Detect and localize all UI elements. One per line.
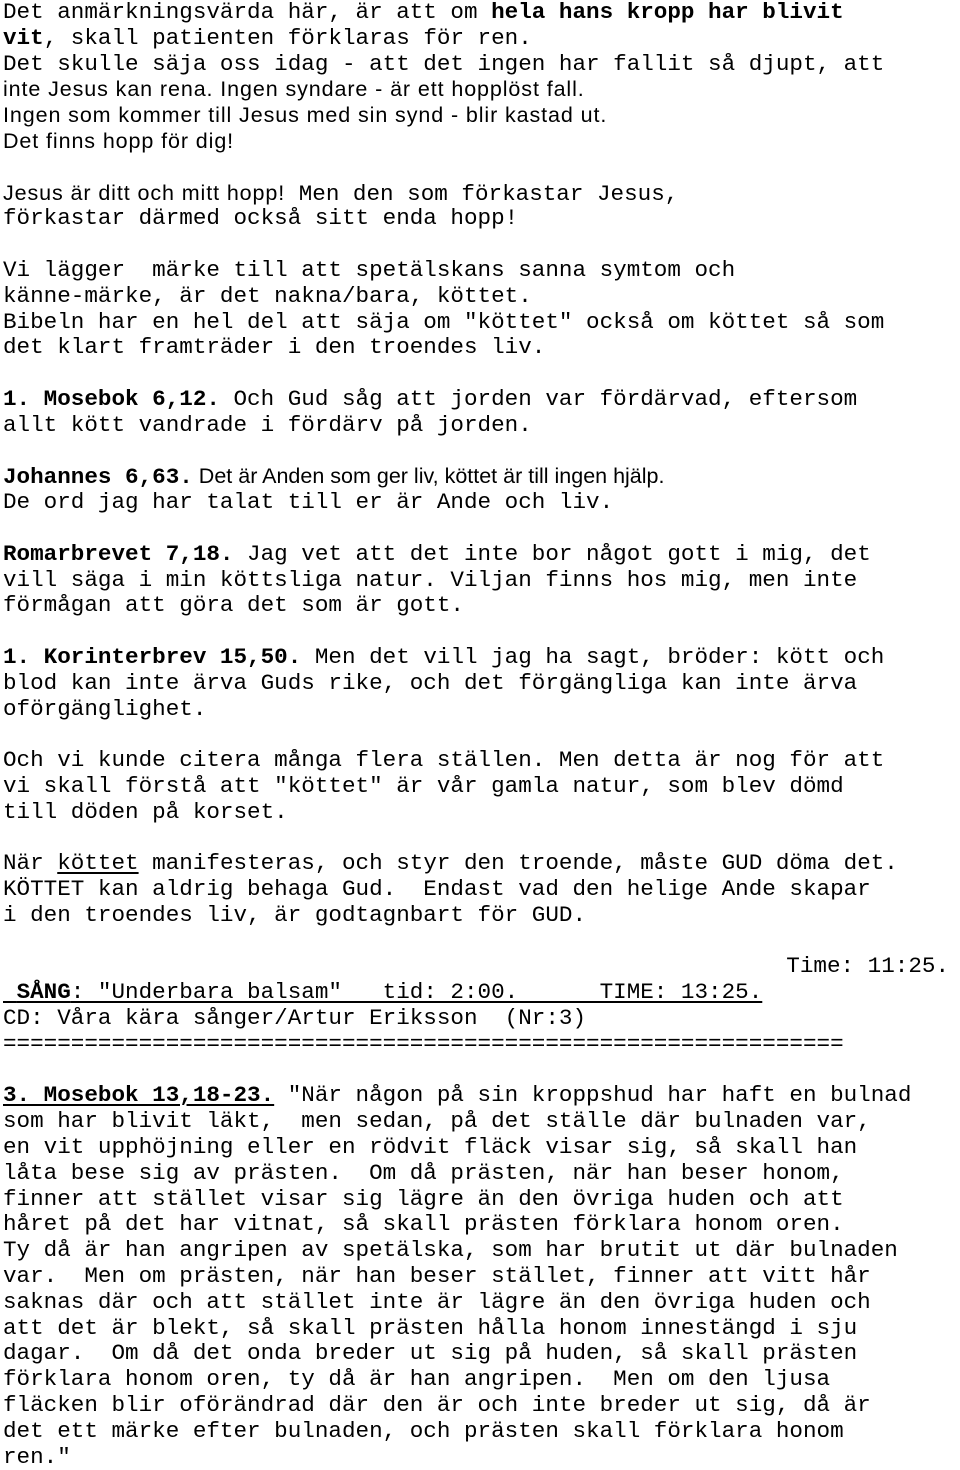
text-line <box>3 26 957 52</box>
text-span: "När någon på sin kroppshud har haft en bulnad <box>274 1082 912 1109</box>
text-line: förkastar därmed också sitt enda hopp! <box>3 205 519 232</box>
paragraph-gap <box>3 1058 957 1084</box>
text-line: Bibeln har en hel del att säja om "köttet" också om köttet så som <box>3 308 885 335</box>
text-span: När <box>3 850 58 877</box>
text-line: det klart framträder i den troendes liv. <box>3 334 546 361</box>
text-line: fläcken blir oförändrad där den är och inte breder ut sig, då är <box>3 1392 871 1419</box>
text-line: förmågan att göra det som är gott. <box>3 592 464 619</box>
paragraph-gap <box>3 722 957 748</box>
text-line: Det skulle säja oss idag - att det ingen har fallit så djupt, att <box>3 50 885 77</box>
text-line: blod kan inte ärva Guds rike, och det förgängliga kan inte ärva <box>3 669 858 696</box>
text-line: Ty då är han angripen av spetälska, som har brutit ut där bulnaden <box>3 1237 898 1264</box>
text-span: Det är Anden som ger liv, köttet är till ingen hjälp. <box>192 464 665 489</box>
text-span: : "Underbara balsam" tid: 2:00. TIME: 13:25. <box>70 979 763 1006</box>
scripture-reference: 1. Mosebok 6,12. <box>3 385 220 412</box>
text-line <box>3 181 957 207</box>
text-line: Det finns hopp för dig! <box>3 128 235 153</box>
bold-phrase: vit <box>3 24 44 51</box>
text-line: i den troendes liv, är godtagnbart för GUD. <box>3 901 587 928</box>
text-span: , skall patienten förklaras för ren. <box>43 24 532 51</box>
paragraph-gap <box>3 155 957 181</box>
text-line: De ord jag har talat till er är Ande och liv. <box>3 489 614 516</box>
text-line: var. Men om prästen, när han beser stället, finner att vitt hår <box>3 1263 871 1290</box>
text-line <box>3 0 957 26</box>
text-line: finner att stället visar sig lägre än den övriga huden och att <box>3 1185 844 1212</box>
text-span: manifesteras, och styr den troende, måste GUD döma det. <box>138 850 898 877</box>
bold-phrase: hela hans kropp har blivit <box>491 0 844 25</box>
text-line: Vi lägger märke till att spetälskans sanna symtom och <box>3 256 736 283</box>
text-span: Och Gud såg att jorden var fördärvad, eftersom <box>219 385 858 412</box>
text-line: Ingen som kommer till Jesus med sin synd - blir kastad ut. <box>3 103 608 128</box>
text-line: vi skall förstå att "köttet" är vår gamla natur, som blev dömd <box>3 772 844 799</box>
text-span: Men den som förkastar Jesus, <box>285 180 679 207</box>
paragraph-gap <box>3 516 957 542</box>
scripture-reference: Romarbrevet 7,18. <box>3 540 234 567</box>
text-span <box>3 979 17 1005</box>
text-line: som har blivit läkt, men sedan, på det ställe där bulnaden var, <box>3 1108 871 1135</box>
paragraph-gap <box>3 232 957 258</box>
paragraph-gap <box>3 929 957 955</box>
text-line: Och vi kunde citera många flera ställen. Men detta är nog för att <box>3 747 885 774</box>
scripture-reference: 1. Korinterbrev 15,50. <box>3 643 302 670</box>
text-line: ren." <box>3 1443 71 1470</box>
scripture-line <box>3 542 957 568</box>
text-line: till döden på korset. <box>3 798 288 825</box>
scripture-line <box>3 645 957 671</box>
scripture-reference: 3. Mosebok 13,18-23. <box>3 1082 275 1109</box>
text-line <box>3 851 957 877</box>
text-span: Men det vill jag ha sagt, bröder: kött och <box>301 643 885 670</box>
text-line: att det är blekt, så skall prästen hålla honom innestängd i sju <box>3 1314 858 1341</box>
paragraph-gap <box>3 826 957 852</box>
scripture-line <box>3 387 957 413</box>
text-line: dagar. Om då det onda breder ut sig på huden, så skall prästen <box>3 1340 858 1367</box>
text-line: oförgänglighet. <box>3 695 207 722</box>
text-line: förklara honom oren, ty då är han angripen. Men om den ljusa <box>3 1366 831 1393</box>
cd-line: CD: Våra kära sånger/Artur Eriksson (Nr:3) <box>3 1005 587 1032</box>
text-line: låta bese sig av prästen. Om då prästen, när han beser honom, <box>3 1159 844 1186</box>
text-line: det ett märke efter bulnaden, och prästen skall förklara honom <box>3 1417 844 1444</box>
paragraph-gap <box>3 361 957 387</box>
scripture-line <box>3 464 957 490</box>
separator-line: ============================================================== <box>3 1030 844 1057</box>
text-line: inte Jesus kan rena. Ingen syndare - är ett hopplöst fall. <box>3 77 585 102</box>
text-line: håret på det har vitnat, så skall prästen förklara honom oren. <box>3 1211 844 1238</box>
song-line <box>3 980 957 1006</box>
text-line: en vit upphöjning eller en rödvit fläck visar sig, så skall han <box>3 1134 858 1161</box>
text-line: allt kött vandrade i fördärv på jorden. <box>3 411 532 438</box>
time-label: Time: 11:25. <box>786 953 949 980</box>
text-line: saknas där och att stället inte är lägre än den övriga huden och <box>3 1288 871 1315</box>
scripture-line <box>3 1083 957 1109</box>
text-span: Jag vet att det inte bor något gott i mig, det <box>233 540 871 567</box>
text-line: vill säga i min köttsliga natur. Viljan finns hos mig, men inte <box>3 566 858 593</box>
text-span: Jesus är ditt och mitt hopp! <box>3 180 286 205</box>
document-page <box>3 0 957 1470</box>
paragraph-gap <box>3 439 957 465</box>
underlined-word: köttet <box>57 850 139 877</box>
scripture-reference: Johannes 6,63. <box>3 464 193 491</box>
text-line: känne-märke, är det nakna/bara, köttet. <box>3 282 532 309</box>
song-label: SÅNG <box>16 979 71 1006</box>
text-span: Det anmärkningsvärda här, är att om <box>3 0 492 25</box>
text-line: KÖTTET kan aldrig behaga Gud. Endast vad den helige Ande skapar <box>3 876 871 903</box>
paragraph-gap <box>3 619 957 645</box>
